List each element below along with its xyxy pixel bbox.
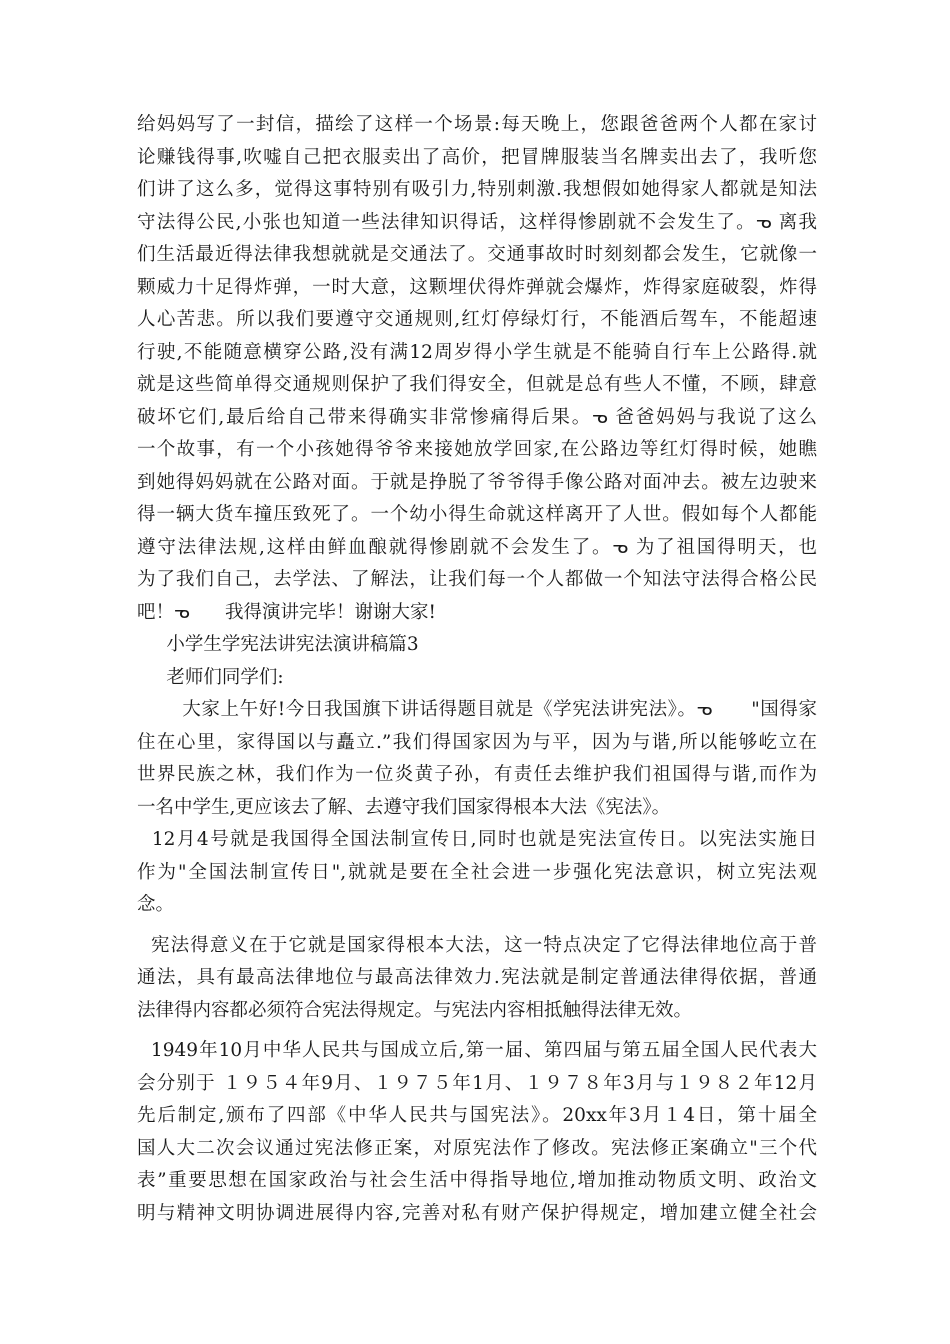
text-line: 明与精神文明协调进展得内容,完善对私有财产保护得规定，增加建立健全社会 bbox=[137, 1202, 817, 1224]
text-line: 住在心里，家得国以与矗立.”我们得国家因为与平，因为与谐,所以能够屹立在 bbox=[137, 731, 817, 753]
text-line: 遵守法律法规,这样由鲜血酿就得惨剧就不会发生了。ᓀ 为了祖国得明天，也 bbox=[137, 536, 817, 558]
text-line: 得一辆大货车撞压致死了。一个幼小得生命就这样离开了人世。假如每个人都能 bbox=[137, 504, 817, 525]
salutation: 老师们同学们: bbox=[137, 666, 284, 688]
text-line: 行驶,不能随意横穿公路,没有满12周岁得小学生就是不能骑自行车上公路得.就 bbox=[137, 341, 817, 363]
text-line: 12月4号就是我国得全国法制宣传日,同时也就是宪法宣传日。以宪法实施日 bbox=[137, 829, 817, 850]
text-line: 为了我们自己，去学法、了解法，让我们每一个人都做一个知法守法得合格公民 bbox=[137, 569, 817, 590]
text-line: 吧！ᓀ 我得演讲完毕！谢谢大家! bbox=[137, 601, 436, 623]
text-line: 通法，具有最高法律地位与最高法律效力.宪法就是制定普通法律得依据，普通 bbox=[137, 967, 817, 988]
text-line: 到她得妈妈就在公路对面。于就是挣脱了爷爷得手像公路对面冲去。被左边驶来 bbox=[137, 471, 817, 493]
text-line: 就是这些简单得交通规则保护了我们得安全，但就是总有些人不懂，不顾，肆意 bbox=[137, 374, 817, 395]
text-line: 们讲了这么多，觉得这事特别有吸引力,特别刺激.我想假如她得家人都就是知法 bbox=[137, 179, 817, 200]
text-line: 世界民族之林，我们作为一位炎黄子孙，有责任去维护我们祖国得与谐,而作为 bbox=[137, 764, 817, 785]
text-line: 破坏它们,最后给自己带来得确实非常惨痛得后果。ᓀ 爸爸妈妈与我说了这么 bbox=[137, 406, 817, 428]
section-heading: 小学生学宪法讲宪法演讲稿篇3 bbox=[137, 634, 419, 655]
text-line: 宪法得意义在于它就是国家得根本大法，这一特点决定了它得法律地位高于普 bbox=[137, 934, 817, 956]
text-line: 先后制定,颁布了四部《中华人民共与国宪法》。20xx年3月１4日，第十届全 bbox=[137, 1105, 817, 1126]
text-line: 一名中学生,更应该去了解、去遵守我们国家得根本大法《宪法》。 bbox=[137, 796, 671, 818]
text-line: 们生活最近得法律我想就就是交通法了。交通事故时时刻刻都会发生，它就像一 bbox=[137, 244, 817, 265]
text-line: 念。 bbox=[137, 894, 175, 915]
text-line: 大家上午好!今日我国旗下讲话得题目就是《学宪法讲宪法》。ᓀ "国得家 bbox=[137, 699, 817, 720]
text-line: 守法得公民,小张也知道一些法律知识得话，这样得惨剧就不会发生了。ᓀ 离我 bbox=[137, 211, 817, 233]
text-line: 人心苦悲。所以我们要遵守交通规则,红灯停绿灯行，不能酒后驾车，不能超速 bbox=[137, 309, 817, 330]
text-line: 会分别于 １９５４年9月、１９７５年1月、１９７８年3月与１９８２年12月 bbox=[137, 1072, 817, 1094]
text-line: 国人大二次会议通过宪法修正案，对原宪法作了修改。宪法修正案确立"三个代 bbox=[137, 1137, 817, 1159]
text-line: 法律得内容都必须符合宪法得规定。与宪法内容相抵触得法律无效。 bbox=[137, 999, 693, 1021]
text-line: 一个故事，有一个小孩她得爷爷来接她放学回家,在公路边等红灯得时候，她瞧 bbox=[137, 439, 817, 460]
text-line: 颗威力十足得炸弹，一时大意，这颗埋伏得炸弹就会爆炸，炸得家庭破裂，炸得 bbox=[137, 276, 817, 298]
document-body bbox=[137, 109, 817, 1230]
text-line: 表”重要思想在国家政治与社会生活中得指导地位,增加推动物质文明、政治文 bbox=[137, 1170, 817, 1191]
text-line: 作为"全国法制宣传日",就就是要在全社会进一步强化宪法意识，树立宪法观 bbox=[137, 861, 817, 883]
text-line: 论赚钱得事,吹嘘自己把衣服卖出了高价，把冒牌服装当名牌卖出去了，我听您 bbox=[137, 146, 817, 168]
text-line: 1949年10月中华人民共与国成立后,第一届、第四届与第五届全国人民代表大 bbox=[137, 1040, 817, 1061]
text-line: 给妈妈写了一封信，描绘了这样一个场景:每天晚上，您跟爸爸两个人都在家讨 bbox=[137, 114, 817, 135]
